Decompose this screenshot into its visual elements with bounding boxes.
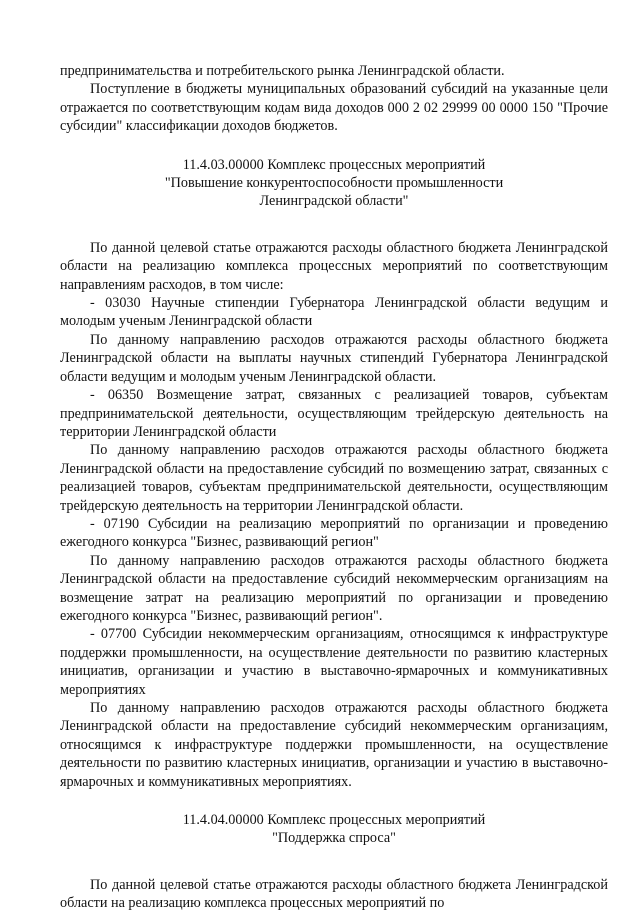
section-heading-line: 11.4.03.00000 Комплекс процессных мероприятий — [182, 156, 486, 173]
direction-item-06350: - 06350 Возмещение затрат, связанных с реализацией товаров, субъектам предпринимательской деятельности, осуществляющим трейдерскую деятельность на территории Ленинградской области — [60, 387, 608, 440]
paragraph-continuation: предпринимательства и потребительского рынка Ленинградской области. — [60, 63, 505, 79]
section-heading-line: 11.4.04.00000 Комплекс процессных мероприятий — [182, 812, 486, 829]
section-heading-line: "Поддержка спроса" — [272, 830, 396, 847]
document-body — [60, 62, 608, 913]
section-heading-line: Ленинградской области" — [259, 193, 409, 210]
spacer — [60, 211, 608, 239]
section-heading-11-4-03 — [60, 156, 608, 211]
section-heading-11-4-04 — [60, 811, 608, 848]
direction-description-03030: По данному направлению расходов отражаются расходы областного бюджета Ленинградской области на выплаты научных стипендий Губернатора Ленинградской области ведущим и молодым ученым Ленинградской области. — [60, 331, 608, 385]
spacer — [60, 136, 608, 156]
direction-item-03030: - 03030 Научные стипендии Губернатора Ленинградской области ведущим и молодым ученым Ленинградской области — [60, 295, 608, 330]
spacer — [60, 791, 608, 811]
paragraph-subsidies-income: Поступление в бюджеты муниципальных образований субсидий на указанные цели отражается по соответствующим кодам вида доходов 000 2 02 29999 00 0000 150 "Прочие субсидии" классификации доходов бюджетов. — [60, 81, 608, 135]
spacer — [60, 848, 608, 876]
section-intro: По данной целевой статье отражаются расходы областного бюджета Ленинградской области на реализацию комплекса процессных мероприятий по соответствующим направлениям расходов, в том числе: — [60, 239, 608, 293]
direction-item-07700: - 07700 Субсидии некоммерческим организациям, относящимся к инфраструктуре поддержки промышленности, на осуществление деятельности по развитию кластерных инициатив, организации и участию в выставочно-ярмарочных и коммуникативных мероприятиях — [60, 626, 608, 698]
direction-item-07190: - 07190 Субсидии на реализацию мероприятий по организации и проведению ежегодного конкурса "Бизнес, развивающий регион" — [60, 515, 608, 551]
direction-description-06350: По данному направлению расходов отражаются расходы областного бюджета Ленинградской области на предоставление субсидий по возмещению затрат, связанных с реализацией товаров, субъектам предпринимательской деятельности, осуществляющим трейдерскую деятельность на территории Ленинградской области. — [60, 442, 608, 514]
section-intro: По данной целевой статье отражаются расходы областного бюджета Ленинградской области на реализацию комплекса процессных мероприятий по — [60, 876, 608, 912]
direction-description-07700: По данному направлению расходов отражаются расходы областного бюджета Ленинградской области на предоставление субсидий некоммерческим организациям, относящимся к инфраструктуре поддержки промышленности, на осуществление деятельности по развитию кластерных инициатив, организации и участию в выставочно-ярмарочных и коммуникативных мероприятиях. — [60, 700, 608, 790]
direction-description-07190: По данному направлению расходов отражаются расходы областного бюджета Ленинградской области на предоставление субсидий некоммерческим организациям на возмещение затрат на реализацию мероприятий по организации и проведению ежегодного конкурса "Бизнес, развивающий регион". — [60, 552, 608, 624]
section-heading-line: "Повышение конкурентоспособности промышленности — [164, 175, 504, 192]
